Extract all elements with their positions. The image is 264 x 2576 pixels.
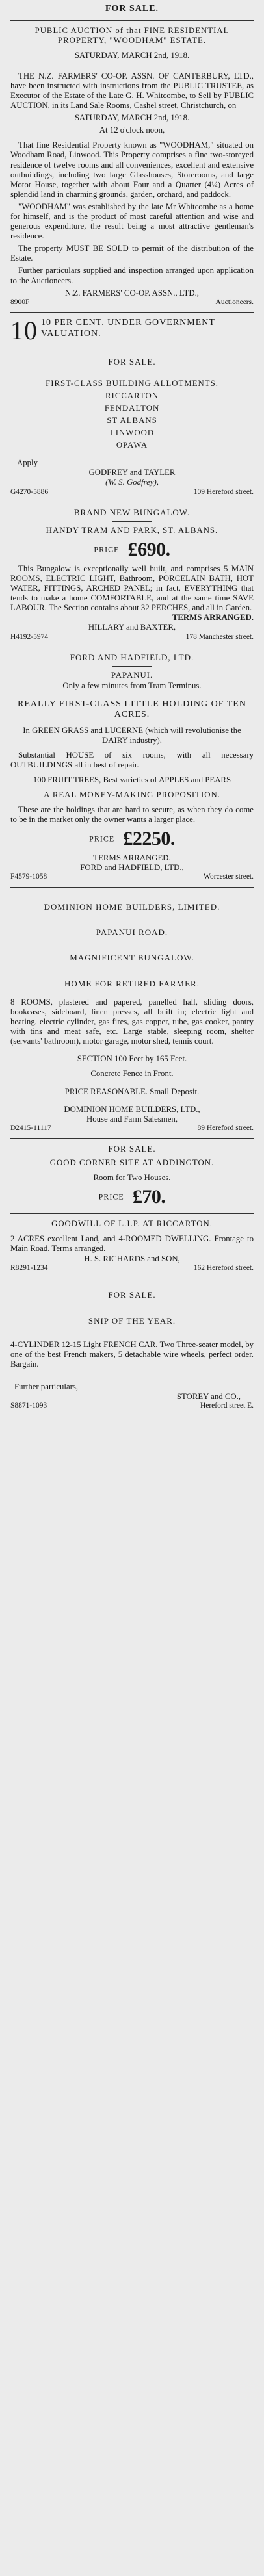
ad-paragraph: 100 FRUIT TREES, Best varieties of APPLES and PEARS (33, 775, 231, 785)
ad-subhead: HOME FOR RETIRED FARMER. (64, 978, 200, 988)
ad-address: 109 Hereford street. (193, 487, 254, 496)
ad-signoff: N.Z. FARMERS' CO-OP. ASSN., LTD., (64, 288, 200, 298)
price-label: PRICE (89, 834, 115, 844)
divider (10, 1213, 254, 1214)
ad-price-line: PRICE REASONABLE. Small Deposit. (64, 1087, 200, 1096)
price-block (10, 1185, 254, 1208)
ad-subhead: FOR SALE. (108, 1290, 156, 1300)
list-item: FIRST-CLASS BUILDING ALLOTMENTS. (46, 378, 218, 388)
price-label: PRICE (94, 545, 120, 555)
ad-section: SECTION 100 Feet by 165 Feet. (77, 1054, 187, 1064)
ad-agent: FORD and HADFIELD, LTD., (80, 862, 184, 872)
ad-code: 8900F (10, 298, 30, 306)
column-header: FOR SALE. (105, 4, 159, 14)
ad-paragraph: A REAL MONEY-MAKING PROPOSITION. (44, 790, 220, 800)
ad-address: 162 Hereford street. (193, 1263, 254, 1272)
divider (112, 666, 152, 667)
ad-place: PAPANUI. (111, 671, 153, 680)
ad-intro: THE N.Z. FARMERS' CO-OP. ASSN. OF CANTERBURY, LTD., have been instructed with instructions from the PUBLIC TRUSTEE, as Executor of the Estate of the Late G. H. Whitcombe, to Sell by PUBLIC AUCTION, in its Land Sale Rooms, Cashel street, Christchurch, on (10, 71, 254, 110)
ad-place: PAPANUI ROAD. (96, 927, 168, 937)
ad-paragraph: "WOODHAM" was established by the late Mr Whitcombe as a home for himself, and is the product of most careful attention and wise and generous expenditure, the result being a most attractive gentleman's residence. (10, 201, 254, 241)
ad-address: 89 Hereford street. (197, 1124, 254, 1132)
ad-riccarton-goodwill (10, 1219, 254, 1272)
ad-paragraph: These are the holdings that are hard to secure, as when they do come to be in the market only the owner wants a larger place. (10, 805, 254, 825)
price-value: £2250. (123, 828, 175, 850)
auction-date-repeat: SATURDAY, MARCH 2nd, 1918. (74, 113, 190, 123)
price-value: £690. (127, 539, 170, 561)
ad-title: BRAND NEW BUNGALOW. (73, 508, 191, 518)
ad-further: Further particulars, (14, 1382, 79, 1392)
ad-title: GOOD CORNER SITE AT ADDINGTON. (49, 1157, 215, 1167)
ad-body: This Bungalow is exceptionally well built, and comprises 5 MAIN ROOMS, ELECTRIC LIGHT, Bathroom, PORCELAIN BATH, HOT WATER, FITTINGS, ARCHED PANEL; in fact, EVERYTHING that tends to make a home COMFORTABLE, and at the same time SAVE LABOUR. The Section contains about 32 PERCHES, and all in Garden. (10, 563, 254, 613)
ad-title: SNIP OF THE YEAR. (88, 1315, 176, 1326)
apply-label: Apply (17, 458, 38, 468)
ad-title: FORD AND HADFIELD, LTD. (70, 652, 194, 663)
auction-time: At 12 o'clock noon, (99, 125, 165, 135)
ad-subhead: FOR SALE. (108, 357, 156, 367)
ad-dominion-home-builders (10, 893, 254, 1133)
list-item: RICCARTON (105, 391, 159, 400)
location-list (10, 379, 254, 451)
price-block (10, 827, 254, 850)
classified-column (5, 0, 259, 1411)
ad-agent: GODFREY and TAYLER (88, 468, 176, 478)
ad-code: G4270-5886 (10, 487, 49, 496)
ad-agent: HILLARY and BAXTER, (88, 623, 176, 632)
divider (10, 20, 254, 21)
price-value: £70. (132, 1185, 166, 1207)
ad-title: DOMINION HOME BUILDERS, LIMITED. (44, 901, 220, 912)
ad-papanui-holding (10, 652, 254, 881)
ad-government-valuation (10, 318, 254, 496)
ad-paragraph: Further particulars supplied and inspection arranged upon application to the Auctioneers. (10, 266, 254, 285)
ad-code: D2415-11117 (10, 1124, 51, 1132)
list-item: OPAWA (116, 441, 148, 450)
ad-agent: H. S. RICHARDS and SON, (84, 1254, 180, 1263)
ad-headline: REALLY FIRST-CLASS LITTLE HOLDING OF TEN ACRES. (18, 699, 246, 720)
divider (112, 521, 152, 522)
divider (10, 312, 254, 313)
ad-body: 8 ROOMS, plastered and papered, panelled hall, sliding doors, bookcases, sideboard, linen presses, all built in; electric light and heating, electric cylinder, gas fires, gas copper, tube, gas cooker, pantry with tins and meat safe, etc. Large stable, sleeping room, shelter (servants' bathroom), motor garage, motor shed, tennis court. (10, 997, 254, 1046)
list-item: LINWOOD (109, 428, 155, 438)
ad-sub: Room for Two Houses. (93, 1172, 171, 1182)
ad-woodham-auction (10, 26, 254, 307)
ad-subhead: Only a few minutes from Tram Terminus. (62, 680, 202, 690)
list-item: ST ALBANS (107, 415, 157, 425)
price-block (10, 538, 254, 561)
ad-agent-sub: (W. S. Godfrey), (105, 478, 159, 487)
ad-address: Worcester street. (204, 872, 254, 881)
ad-code: H4192-5974 (10, 632, 49, 641)
ad-agent: STOREY and CO., (176, 1392, 241, 1402)
price-label: PRICE (98, 1192, 124, 1202)
ad-body: 2 ACRES excellent Land, and 4-ROOMED DWELLING. Frontage to Main Road. Terms arranged. (10, 1234, 254, 1254)
auction-date: SATURDAY, MARCH 2nd, 1918. (74, 50, 190, 60)
ad-paragraph: That fine Residential Property known as "WOODHAM," situated on Woodham Road, Linwood. This Property comprises a fine two-storeyed residence of twelve rooms and all conveniences, excellent and extensive outbuildings, including two large Glasshouses, Storerooms, and large Motor House, together with about Four and a Quarter (4¼) Acres of splendid land in charming grounds, garden, orchard, and paddock. (10, 140, 254, 199)
ad-title: PUBLIC AUCTION of that FINE RESIDENTIAL PROPERTY, "WOODHAM" ESTATE. (34, 25, 230, 45)
ad-fence: Concrete Fence in Front. (90, 1069, 174, 1079)
ad-paragraph: Substantial HOUSE of six rooms, with all necessary OUTBUILDINGS all in best of repair. (10, 750, 254, 769)
ad-terms: TERMS ARRANGED. (93, 853, 171, 862)
ad-agent: DOMINION HOME BUILDERS, LTD., (64, 1104, 200, 1114)
ad-terms: TERMS ARRANGED. (172, 613, 254, 623)
divider (10, 887, 254, 888)
divider (10, 1138, 254, 1139)
ad-address: 178 Manchester street. (185, 632, 254, 641)
ad-subhead: HANDY TRAM AND PARK, ST. ALBANS. (46, 526, 218, 535)
ad-code: F4579-1058 (10, 872, 47, 881)
ad-code: S8871-1093 (10, 1402, 47, 1410)
ad-paragraph: The property MUST BE SOLD to permit of the distribution of the Estate. (10, 244, 254, 263)
ad-agent-sub: House and Farm Salesmen, (86, 1114, 178, 1124)
ad-brand-new-bungalow (10, 508, 254, 641)
ad-title: GOODWILL OF L.I.P. AT RICCARTON. (51, 1219, 213, 1229)
list-item: FENDALTON (104, 403, 160, 413)
ad-french-car (10, 1283, 254, 1411)
ad-subhead: FOR SALE. (108, 1144, 156, 1154)
ad-body: 4-CYLINDER 12-15 Light FRENCH CAR. Two Three-seater model, by one of the best French makers, 5 detachable wire wheels, perfect order. Bargain. (10, 1339, 254, 1369)
ad-role: Auctioneers. (215, 298, 254, 306)
ad-code: R8291-1234 (10, 1263, 48, 1272)
ad-headline: 10 10 PER CENT. UNDER GOVERNMENT VALUATION. (10, 316, 215, 346)
ad-subhead: In GREEN GRASS and LUCERNE (which will revolutionise the DAIRY industry). (23, 725, 241, 745)
ad-address: Hereford street E. (200, 1402, 254, 1410)
ad-addington-site (10, 1144, 254, 1208)
ad-headline: MAGNIFICENT BUNGALOW. (70, 953, 194, 963)
dropcap: 10 (10, 316, 38, 346)
